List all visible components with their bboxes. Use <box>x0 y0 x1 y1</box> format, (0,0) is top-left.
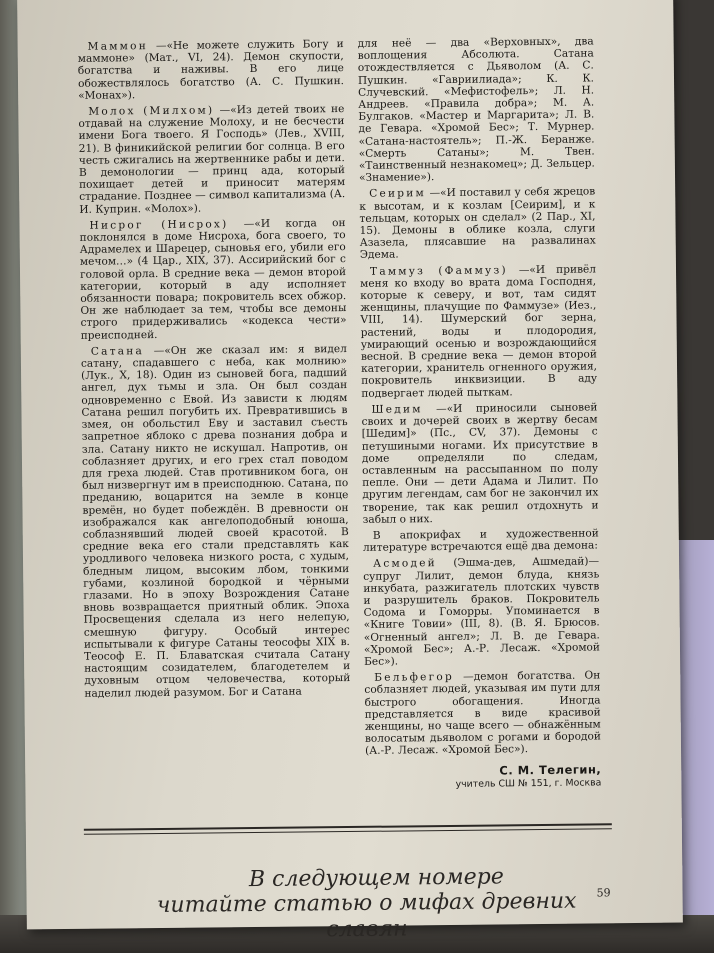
entry-asmodei <box>363 556 600 668</box>
author-name: С. М. Телегин, <box>499 761 602 778</box>
entry-nisrog <box>79 217 346 342</box>
entry-term: Сеирим <box>369 187 426 201</box>
entry-satana-continued <box>358 35 596 184</box>
right-column <box>358 35 602 791</box>
entry-text: В апокрифах и художественной литературе встречаются ещё два демона: <box>362 527 599 554</box>
magazine-page <box>17 0 683 943</box>
entry-text: —«Не можете служить Богу и маммоне» (Мат., VI, 24). Демон скупости, богатства и наживы. В его лице обожествлялось богатство (А. С. Пушкин. «Монах»). <box>77 38 345 102</box>
entry-term: Нисрог (Нисрох) <box>89 218 229 232</box>
announcement-line-1: В следующем номере <box>248 864 504 893</box>
author-title: учитель СШ № 151, г. Москва <box>455 777 602 790</box>
entry-term: Бельфегор <box>374 671 454 684</box>
entry-term: Маммон <box>87 40 149 53</box>
entry-text: —«И привёл меня ко входу во врата дома Господня, которые к северу, и вот, там сидят женщины, плачущие по Фаммузе» (Иез., VIII, 14). Шумерский бог зерна, растений, воды и плодородия, умирающий осенью и возрождающийся весной. В средние века — демон второй категории, хранитель огненного оружия, покровитель инквизиции. В аду подвергает людей пыткам. <box>360 263 598 400</box>
entry-text: —«И поставил у себя жрецов к высотам, и к козлам [Сеирим], и к тельцам, которых он сделал» (2 Пар., XI, 15). Демоны в облике козла, слуги Азазела, плясавшие на развалинах Эдема. <box>359 185 596 262</box>
entry-text: —«И приносили сыновей своих и дочерей своих в жертву бесам [Шедим]» (Пс., CV, 37). Демоны с петушиными ногами. Их присутствие в доме определяли по следам, оставленным на рассыпанном по полу пепле. Они — дети Адама и Лилит. По другим легендам, сам бог не закончил их творение, так как решил отдохнуть и забыл о них. <box>361 401 599 526</box>
entry-mammon <box>78 38 345 102</box>
entry-text: —демон богатства. Он соблазняет людей, указывая им пути для быстрого обогащения. Иногда представляется в виде красивой женщины, но чаще всего — обнажённым волосатым дьяволом с рогами и бородой (А.-Р. Лесаж. «Хромой Бес»). <box>364 669 601 758</box>
announcement-line-2: читайте статью о мифах древних славян <box>156 888 577 943</box>
entry-term: Шедим <box>371 403 423 416</box>
page-number: 59 <box>596 886 611 900</box>
entry-text: —«И когда он поклонялся в доме Нисроха, бога своего, то Адрамелех и Шарецер, сыновья его, убили его мечом…» (4 Цар., XIX, 37). Ассирийский бог с головой орла. В средние века — демон второй категории, который в аду исполняет обязанности повара; покровитель всех обжор. Он же наблюдает за тем, чтобы все демоны строго придерживались «кодекса чести» преисподней. <box>79 216 347 342</box>
author-signature <box>365 763 601 792</box>
entry-shedim <box>361 401 598 525</box>
entry-term: Сатана <box>90 345 145 358</box>
entry-belfegor <box>364 670 601 758</box>
entry-text: —«Из детей твоих не отдавай на служение Молоху, и не бесчести имени Бога твоего. Я Господь» (Лев., XVIII, 21). В финикийской религии бог солнца. В его честь сжигались на жертвеннике рабы и дети. В демонологии — принц ада, который похищает детей и приносит матерям страдание. Позднее — символ капитализма (А. И. Куприн. «Молох»). <box>78 103 346 216</box>
entry-text: (Эшма-дев, Ашмедай)—супруг Лилит, демон блуда, князь инкубата, разжигатель плотских чувств и разрушитель браков. Покровитель Содома и Гоморры. Упоминается в «Книге Товии» (III, 8). (В. Я. Брюсов. «Огненный ангел»; Л. В. де Гевара. «Хромой Бес»; А.-Р. Лесаж. «Хромой Бес»). <box>363 555 601 668</box>
entry-term: Таммуз (Фаммуз) <box>369 263 508 278</box>
entry-term: Молох (Милхом) <box>88 104 215 118</box>
entry-text: для неё — два «Верховных», два воплощения Абсолюта. Сатана отождествляется с Дьяволом (А. С. Пушкин. «Гавриилиада»; К. К. Случевский. «Мефистофель»; Л. Н. Андреев. «Правила добра»; М. А. Булгаков. «Мастер и Маргарита»; Л. В. де Гевара. «Хромой Бес»; Т. Мурнер. «Сатана-настоятель»; П.-Ж. Беранже. «Смерть Сатаны»; М. Твен. «Таинственный незнакомец»; Д. Зельцер. «Знамение»). <box>357 35 595 185</box>
entry-term: Асмодей <box>373 557 437 571</box>
entry-tammuz <box>360 263 597 400</box>
entry-molokh <box>78 103 345 216</box>
entry-satana <box>81 343 351 700</box>
intro-two-demons <box>363 527 599 554</box>
entry-seirim <box>359 186 596 262</box>
entry-text: —«Он же сказал им: я видел сатану, спадавшего с неба, как молнию» (Лук., X, 18). Один из сыновей бога, падший ангел, дух тьмы и зла. Он был создан одновременно с Евой. Из зависти к людям Сатана решил погубить их. Превратившись в змея, он обольстил Еву и заставил съесть запретное яблоко с древа познания добра и зла. Сатану никто не искушал. Напротив, он соблазняет других, и его грех стал поводом для греха людей. Став противником бога, он был низвергнут им в преисподнюю. Сатана, по преданию, воцарится на земле в конце времён, но будет побеждён. В древности он изображался как ангелоподобный юноша, соблазнявший людей своей красотой. В средние века его стали представлять как уродливого человека низкого роста, с худым, бледным лицом, высоким лбом, тонкими губами, козлиной бородкой и чёрными глазами. Но в эпоху Возрождения Сатане вновь возвращается приятный облик. Эпоха Просвещения сделала из него нелепую, смешную фигуру. Особый интерес испытывали к фигуре Сатаны теософы XIX в. Теософ Е. П. Блаватская считала Сатану настоящим созидателем, благодетелем и духовным отцом человечества, который наделил людей разумом. Бог и Сатана <box>80 342 351 700</box>
left-column <box>78 38 351 704</box>
